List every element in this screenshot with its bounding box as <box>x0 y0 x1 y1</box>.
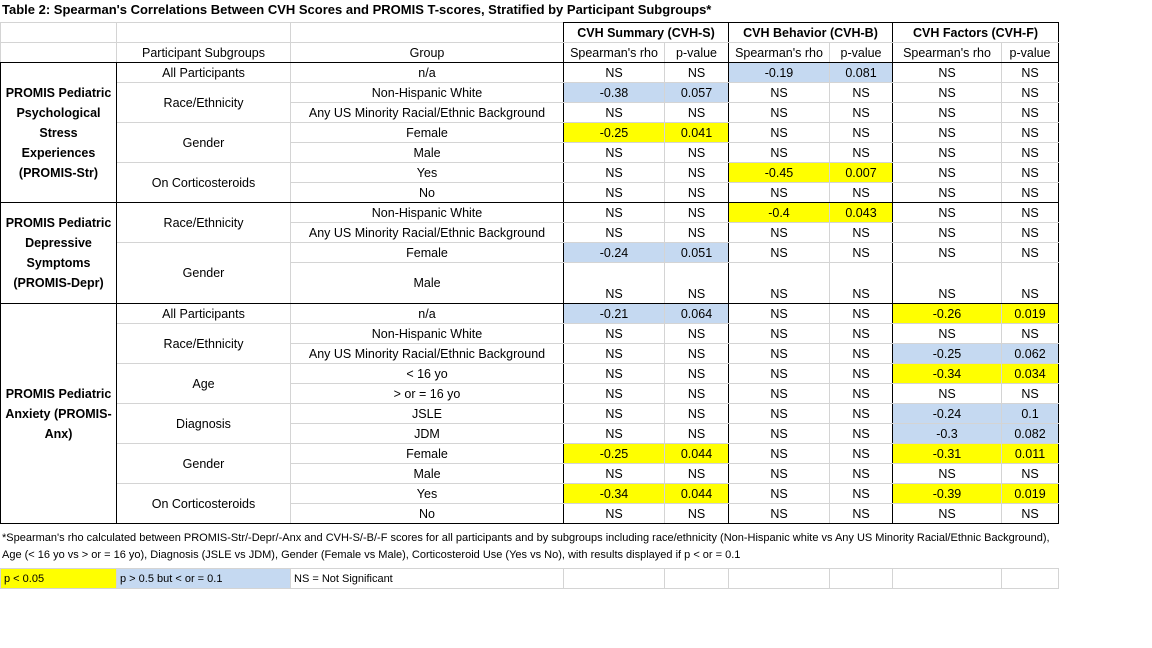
header-pvalue: p-value <box>665 43 729 63</box>
subgroup-label: Gender <box>117 444 291 484</box>
table-row <box>1 123 1059 143</box>
group-cell: Female <box>291 123 564 143</box>
value-cell: NS <box>729 183 830 203</box>
value-cell: -0.3 <box>893 424 1002 444</box>
value-cell: 0.034 <box>1002 364 1059 384</box>
value-cell: 0.044 <box>665 444 729 464</box>
value-cell: NS <box>830 183 893 203</box>
value-cell: NS <box>1002 263 1059 304</box>
value-cell: NS <box>830 304 893 324</box>
subgroup-label: Diagnosis <box>117 404 291 444</box>
value-cell: 0.007 <box>830 163 893 183</box>
table-row <box>1 243 1059 263</box>
value-cell: NS <box>830 103 893 123</box>
value-cell: NS <box>729 103 830 123</box>
legend-blank <box>564 569 665 589</box>
subgroup-label: Race/Ethnicity <box>117 83 291 123</box>
group-cell: Female <box>291 243 564 263</box>
value-cell: NS <box>564 464 665 484</box>
value-cell: NS <box>564 324 665 344</box>
value-cell: NS <box>729 424 830 444</box>
value-cell: -0.45 <box>729 163 830 183</box>
value-cell: NS <box>893 63 1002 83</box>
measure-promis-anx: PROMIS Pediatric Anxiety (PROMIS-Anx) <box>1 304 117 524</box>
value-cell: NS <box>830 223 893 243</box>
value-cell: NS <box>893 223 1002 243</box>
value-cell: 0.081 <box>830 63 893 83</box>
value-cell: NS <box>564 183 665 203</box>
legend <box>0 568 1059 589</box>
value-cell: NS <box>729 404 830 424</box>
value-cell: NS <box>564 384 665 404</box>
value-cell: 0.064 <box>665 304 729 324</box>
value-cell: -0.34 <box>564 484 665 504</box>
value-cell: -0.21 <box>564 304 665 324</box>
measure-promis-depr: PROMIS Pediatric Depressive Symptoms (PROMIS-Depr) <box>1 203 117 304</box>
value-cell: NS <box>893 203 1002 223</box>
value-cell: NS <box>830 143 893 163</box>
value-cell: NS <box>830 364 893 384</box>
table-row <box>1 324 1059 344</box>
value-cell: NS <box>564 143 665 163</box>
value-cell: NS <box>729 263 830 304</box>
subgroup-label: Gender <box>117 123 291 163</box>
measure-promis-str: PROMIS Pediatric Psychological Stress Experiences (PROMIS-Str) <box>1 63 117 203</box>
value-cell: NS <box>665 163 729 183</box>
group-cell: > or = 16 yo <box>291 384 564 404</box>
value-cell: NS <box>564 63 665 83</box>
subgroup-label: All Participants <box>117 63 291 83</box>
value-cell: -0.25 <box>564 123 665 143</box>
value-cell: 0.019 <box>1002 304 1059 324</box>
value-cell: NS <box>665 63 729 83</box>
value-cell: NS <box>830 384 893 404</box>
table-row <box>1 484 1059 504</box>
value-cell: 0.044 <box>665 484 729 504</box>
value-cell: NS <box>1002 163 1059 183</box>
header-row-2 <box>1 43 1059 63</box>
value-cell: NS <box>893 103 1002 123</box>
value-cell: NS <box>665 103 729 123</box>
value-cell: NS <box>729 464 830 484</box>
value-cell: NS <box>1002 203 1059 223</box>
group-cell: Male <box>291 464 564 484</box>
group-cell: JSLE <box>291 404 564 424</box>
value-cell: NS <box>665 404 729 424</box>
value-cell: NS <box>830 123 893 143</box>
value-cell: NS <box>830 243 893 263</box>
group-cell: Female <box>291 444 564 464</box>
legend-significant: p < 0.05 <box>1 569 117 589</box>
value-cell: NS <box>830 444 893 464</box>
value-cell: NS <box>830 504 893 524</box>
value-cell: NS <box>564 263 665 304</box>
value-cell: NS <box>893 464 1002 484</box>
value-cell: NS <box>665 504 729 524</box>
value-cell: NS <box>665 344 729 364</box>
value-cell: -0.39 <box>893 484 1002 504</box>
value-cell: NS <box>1002 243 1059 263</box>
group-cell: Any US Minority Racial/Ethnic Background <box>291 223 564 243</box>
header-rho: Spearman's rho <box>564 43 665 63</box>
legend-ns: NS = Not Significant <box>291 569 564 589</box>
subgroup-label: Race/Ethnicity <box>117 203 291 243</box>
value-cell: 0.062 <box>1002 344 1059 364</box>
table-row <box>1 163 1059 183</box>
value-cell: -0.25 <box>893 344 1002 364</box>
group-cell: Non-Hispanic White <box>291 83 564 103</box>
value-cell: 0.082 <box>1002 424 1059 444</box>
value-cell: NS <box>564 223 665 243</box>
group-cell: < 16 yo <box>291 364 564 384</box>
group-cell: Male <box>291 143 564 163</box>
value-cell: 0.043 <box>830 203 893 223</box>
subgroup-label: Gender <box>117 243 291 304</box>
value-cell: NS <box>1002 504 1059 524</box>
value-cell: NS <box>665 324 729 344</box>
legend-blank <box>665 569 729 589</box>
header-blank <box>117 23 291 43</box>
value-cell: 0.1 <box>1002 404 1059 424</box>
value-cell: NS <box>1002 464 1059 484</box>
value-cell: -0.25 <box>564 444 665 464</box>
subgroup-label: Age <box>117 364 291 404</box>
value-cell: 0.019 <box>1002 484 1059 504</box>
subgroup-label: On Corticosteroids <box>117 163 291 203</box>
value-cell: NS <box>893 324 1002 344</box>
value-cell: NS <box>1002 324 1059 344</box>
value-cell: NS <box>729 243 830 263</box>
value-cell: NS <box>1002 123 1059 143</box>
value-cell: NS <box>729 304 830 324</box>
value-cell: NS <box>665 424 729 444</box>
group-cell: Yes <box>291 484 564 504</box>
value-cell: NS <box>830 263 893 304</box>
group-cell: Male <box>291 263 564 304</box>
value-cell: NS <box>1002 183 1059 203</box>
correlation-table <box>0 22 1059 524</box>
group-cell: No <box>291 504 564 524</box>
header-blank <box>291 23 564 43</box>
value-cell: NS <box>564 504 665 524</box>
value-cell: NS <box>729 223 830 243</box>
group-cell: No <box>291 183 564 203</box>
header-rho: Spearman's rho <box>893 43 1002 63</box>
value-cell: NS <box>729 83 830 103</box>
table-row <box>1 203 1059 223</box>
value-cell: NS <box>665 143 729 163</box>
value-cell: 0.051 <box>665 243 729 263</box>
header-rho: Spearman's rho <box>729 43 830 63</box>
subgroup-label: Race/Ethnicity <box>117 324 291 364</box>
legend-blank <box>729 569 830 589</box>
group-cell: Non-Hispanic White <box>291 203 564 223</box>
value-cell: NS <box>830 344 893 364</box>
header-pvalue: p-value <box>830 43 893 63</box>
header-subgroups: Participant Subgroups <box>117 43 291 63</box>
value-cell: NS <box>830 404 893 424</box>
legend-trend: p > 0.5 but < or = 0.1 <box>117 569 291 589</box>
value-cell: NS <box>665 183 729 203</box>
value-cell: NS <box>729 344 830 364</box>
value-cell: NS <box>893 243 1002 263</box>
table-row <box>1 63 1059 83</box>
value-cell: NS <box>665 203 729 223</box>
value-cell: NS <box>665 464 729 484</box>
value-cell: NS <box>729 504 830 524</box>
value-cell: NS <box>729 484 830 504</box>
header-cvh-summary: CVH Summary (CVH-S) <box>564 23 729 43</box>
value-cell: NS <box>1002 143 1059 163</box>
value-cell: NS <box>893 504 1002 524</box>
legend-blank <box>830 569 893 589</box>
table-row <box>1 404 1059 424</box>
value-cell: NS <box>893 123 1002 143</box>
value-cell: NS <box>729 384 830 404</box>
value-cell: NS <box>893 183 1002 203</box>
value-cell: -0.24 <box>564 243 665 263</box>
group-cell: JDM <box>291 424 564 444</box>
value-cell: NS <box>729 444 830 464</box>
value-cell: NS <box>665 364 729 384</box>
value-cell: NS <box>1002 83 1059 103</box>
value-cell: NS <box>564 203 665 223</box>
header-blank <box>1 43 117 63</box>
value-cell: 0.011 <box>1002 444 1059 464</box>
value-cell: NS <box>564 163 665 183</box>
group-cell: Non-Hispanic White <box>291 324 564 344</box>
value-cell: NS <box>665 263 729 304</box>
value-cell: NS <box>729 364 830 384</box>
header-cvh-factors: CVH Factors (CVH-F) <box>893 23 1059 43</box>
table-row <box>1 364 1059 384</box>
value-cell: NS <box>893 384 1002 404</box>
value-cell: -0.24 <box>893 404 1002 424</box>
value-cell: -0.4 <box>729 203 830 223</box>
footnote: *Spearman's rho calculated between PROMIS-Str/-Depr/-Anx and CVH-S/-B/-F scores for all participants and by subgroups including race/ethnicity (Non-Hispanic white vs Any US Minority Racial/Ethnic Background), Age (< 16 yo vs > or = 16 yo), Diagnosis (JSLE vs JDM), Gender (Female vs Male), Corticosteroid Use (Yes vs No), with results displayed if p < or = 0.1 <box>2 532 1050 561</box>
value-cell: -0.38 <box>564 83 665 103</box>
value-cell: NS <box>830 484 893 504</box>
header-cvh-behavior: CVH Behavior (CVH-B) <box>729 23 893 43</box>
value-cell: -0.34 <box>893 364 1002 384</box>
group-cell: Any US Minority Racial/Ethnic Background <box>291 103 564 123</box>
value-cell: NS <box>564 424 665 444</box>
table-row <box>1 83 1059 103</box>
value-cell: NS <box>564 404 665 424</box>
value-cell: NS <box>830 424 893 444</box>
table-title: Table 2: Spearman's Correlations Between CVH Scores and PROMIS T-scores, Stratified by Participant Subgroups* <box>2 2 712 17</box>
value-cell: NS <box>893 83 1002 103</box>
value-cell: NS <box>893 163 1002 183</box>
value-cell: NS <box>1002 63 1059 83</box>
group-cell: Any US Minority Racial/Ethnic Background <box>291 344 564 364</box>
legend-blank <box>893 569 1002 589</box>
value-cell: -0.31 <box>893 444 1002 464</box>
header-pvalue: p-value <box>1002 43 1059 63</box>
group-cell: n/a <box>291 304 564 324</box>
header-group: Group <box>291 43 564 63</box>
value-cell: NS <box>729 123 830 143</box>
value-cell: NS <box>830 464 893 484</box>
value-cell: NS <box>564 103 665 123</box>
subgroup-label: On Corticosteroids <box>117 484 291 524</box>
value-cell: NS <box>665 223 729 243</box>
value-cell: NS <box>893 143 1002 163</box>
value-cell: 0.041 <box>665 123 729 143</box>
value-cell: NS <box>729 324 830 344</box>
value-cell: -0.19 <box>729 63 830 83</box>
header-row-1 <box>1 23 1059 43</box>
value-cell: NS <box>665 384 729 404</box>
value-cell: NS <box>830 324 893 344</box>
table-row <box>1 444 1059 464</box>
legend-blank <box>1002 569 1059 589</box>
subgroup-label: All Participants <box>117 304 291 324</box>
value-cell: NS <box>729 143 830 163</box>
table-row <box>1 304 1059 324</box>
value-cell: NS <box>893 263 1002 304</box>
value-cell: 0.057 <box>665 83 729 103</box>
value-cell: NS <box>1002 223 1059 243</box>
group-cell: Yes <box>291 163 564 183</box>
group-cell: n/a <box>291 63 564 83</box>
value-cell: -0.26 <box>893 304 1002 324</box>
value-cell: NS <box>1002 103 1059 123</box>
value-cell: NS <box>564 364 665 384</box>
header-blank <box>1 23 117 43</box>
value-cell: NS <box>1002 384 1059 404</box>
value-cell: NS <box>564 344 665 364</box>
value-cell: NS <box>830 83 893 103</box>
